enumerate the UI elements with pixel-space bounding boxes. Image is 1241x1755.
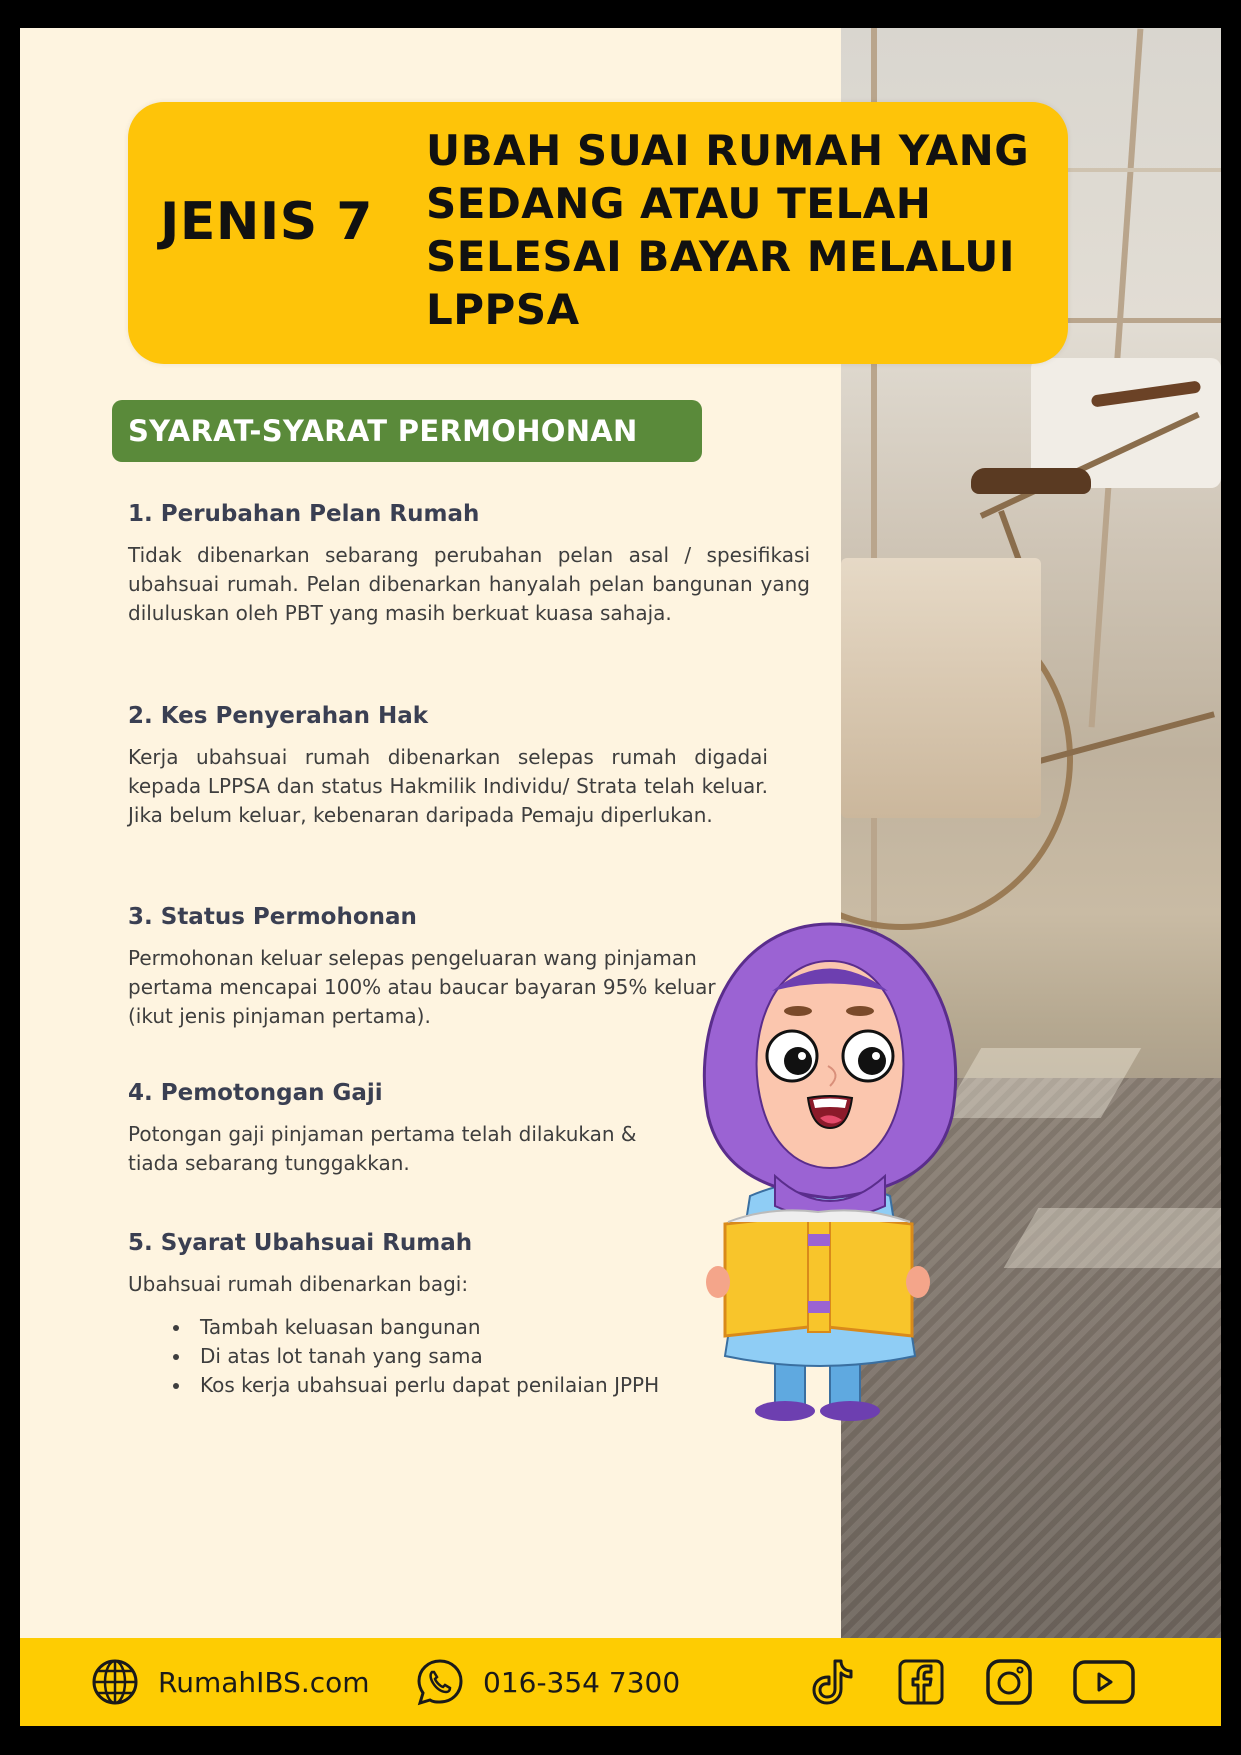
phone-text: 016-354 7300 bbox=[483, 1665, 681, 1699]
title-line: UBAH SUAI RUMAH YANG bbox=[426, 126, 1030, 175]
page-title bbox=[426, 124, 1029, 336]
mascot-girl-reading-illustration bbox=[680, 906, 980, 1426]
blanket bbox=[841, 558, 1041, 818]
instagram-icon bbox=[984, 1657, 1034, 1707]
requirement-bullets bbox=[128, 1313, 768, 1400]
facebook-icon bbox=[896, 1657, 946, 1707]
requirement-item bbox=[128, 1080, 688, 1178]
facebook-link[interactable] bbox=[896, 1638, 946, 1726]
globe-icon bbox=[90, 1657, 140, 1707]
requirement-item bbox=[128, 703, 810, 830]
requirement-item bbox=[128, 1230, 768, 1400]
type-label: JENIS 7 bbox=[160, 192, 373, 252]
footer-contact-bar bbox=[20, 1638, 1221, 1726]
requirement-item bbox=[128, 501, 810, 628]
requirement-heading: 3. Status Permohonan bbox=[128, 904, 417, 930]
section-title-badge: SYARAT-SYARAT PERMOHONAN bbox=[112, 400, 702, 462]
title-line: SELESAI BAYAR MELALUI bbox=[426, 232, 1016, 281]
requirement-body: Ubahsuai rumah dibenarkan bagi: bbox=[128, 1272, 469, 1296]
requirement-body: Kerja ubahsuai rumah dibenarkan selepas rumah digadai kepada LPPSA dan status Hakmilik Individu/ Strata telah keluar. Jika belum keluar, kebenaran daripada Pemaju diperlukan. bbox=[128, 745, 768, 827]
title-banner bbox=[128, 102, 1068, 364]
youtube-icon bbox=[1072, 1657, 1136, 1707]
title-line: SEDANG ATAU TELAH bbox=[426, 179, 932, 228]
requirement-item bbox=[128, 904, 728, 1031]
requirement-body: Tidak dibenarkan sebarang perubahan pelan asal / spesifikasi ubahsuai rumah. Pelan dibenarkan hanyalah pelan bangunan yang diluluskan oleh PBT yang masih berkuat kuasa sahaja. bbox=[128, 543, 810, 625]
youtube-link[interactable] bbox=[1072, 1638, 1136, 1726]
requirement-body: Permohonan keluar selepas pengeluaran wang pinjaman pertama mencapai 100% atau baucar bayaran 95% keluar (ikut jenis pinjaman pertama). bbox=[128, 946, 716, 1028]
poster bbox=[20, 28, 1221, 1726]
requirement-heading: 4. Pemotongan Gaji bbox=[128, 1080, 383, 1106]
bullet-item: • Kos kerja ubahsuai perlu dapat penilaian JPPH bbox=[192, 1371, 768, 1400]
bullet-item: • Tambah keluasan bangunan bbox=[192, 1313, 768, 1342]
sunlight-patch bbox=[1004, 1208, 1221, 1268]
requirement-heading: 2. Kes Penyerahan Hak bbox=[128, 703, 429, 729]
whatsapp-icon bbox=[415, 1657, 465, 1707]
phone-link[interactable] bbox=[415, 1638, 680, 1726]
bullet-item: • Di atas lot tanah yang sama bbox=[192, 1342, 768, 1371]
requirement-heading: 1. Perubahan Pelan Rumah bbox=[128, 501, 480, 527]
tiktok-icon bbox=[808, 1657, 858, 1707]
requirement-body: Potongan gaji pinjaman pertama telah dilakukan & tiada sebarang tunggakkan. bbox=[128, 1122, 637, 1175]
website-text: RumahIBS.com bbox=[158, 1665, 370, 1699]
instagram-link[interactable] bbox=[984, 1638, 1034, 1726]
bicycle-saddle bbox=[971, 468, 1091, 494]
title-line: LPPSA bbox=[426, 285, 580, 334]
requirement-heading: 5. Syarat Ubahsuai Rumah bbox=[128, 1230, 473, 1256]
website-link[interactable] bbox=[90, 1638, 370, 1726]
tiktok-link[interactable] bbox=[808, 1638, 858, 1726]
